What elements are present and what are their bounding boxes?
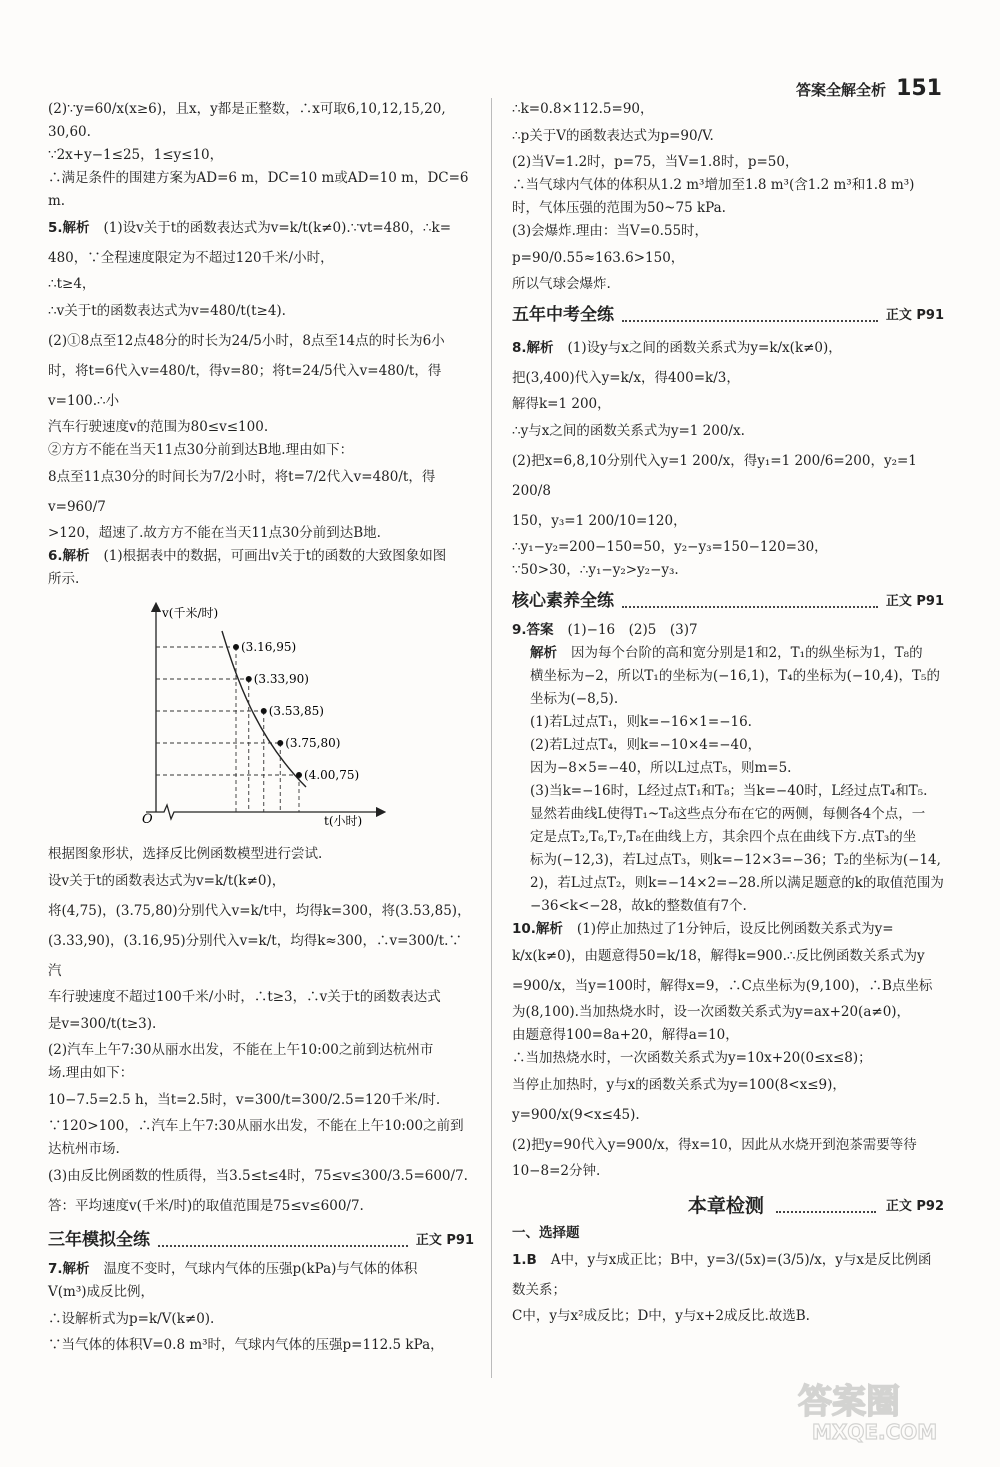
section-title: 五年中考全练 bbox=[512, 305, 614, 325]
question-6 bbox=[48, 545, 474, 1221]
section-ref: 正文 P91 bbox=[415, 1233, 474, 1248]
section-title: 三年模拟全练 bbox=[48, 1230, 150, 1250]
question-label: 6.解析 bbox=[48, 548, 90, 564]
y-axis-label: v(千米/时) bbox=[162, 606, 219, 620]
text-line: 30,60. bbox=[48, 124, 91, 140]
text-line: ∴当加热烧水时，一次函数关系式为y=10x+20(0≤x≤8)； bbox=[512, 1050, 872, 1066]
text-line: ∵50>30，∴y₁−y₂>y₂−y₃. bbox=[512, 562, 679, 578]
text-line: 横坐标为−2，所以T₁的坐标为(−16,1)，T₄的坐标为(−10,4)，T₅的 bbox=[530, 668, 940, 684]
text-line: ∴k=0.8×112.5=90， bbox=[512, 101, 654, 117]
section-header-core bbox=[512, 590, 944, 613]
text-line: p=90/0.55≈163.6>150， bbox=[512, 250, 685, 266]
text-line: V(m³)成反比例， bbox=[48, 1284, 154, 1300]
text-line: (3)由反比例函数的性质得，当3.5≤t≤4时，75≤v≤300/3.5=600/7. bbox=[48, 1168, 468, 1184]
data-point bbox=[261, 708, 267, 714]
text-line: (2)若L过点T₄，则k=−10×4=−40， bbox=[530, 737, 762, 753]
text-line: 根据图象形状，选择反比例函数模型进行尝试. bbox=[48, 846, 323, 862]
section-header-five-year bbox=[512, 304, 944, 327]
subsection-title: 一、选择题 bbox=[512, 1225, 580, 1241]
question-label: 1.B bbox=[512, 1252, 537, 1268]
analysis-label: 解析 bbox=[530, 645, 557, 661]
text-line: 是v=300/t(t≥3). bbox=[48, 1016, 157, 1032]
dot-leader bbox=[622, 596, 878, 608]
question-label: 7.解析 bbox=[48, 1261, 90, 1277]
question-label: 5.解析 bbox=[48, 220, 90, 236]
question-5 bbox=[48, 213, 474, 545]
text-line: 答：平均速度v(千米/时)的取值范围是75≤v≤600/7. bbox=[48, 1198, 364, 1214]
text-line: 把(3,400)代入y=k/x，得400=k/3， bbox=[512, 370, 740, 386]
data-point bbox=[233, 644, 239, 650]
text-line: 车行驶速度不超过100千米/小时，∴t≥3，∴v关于t的函数表达式 bbox=[48, 989, 441, 1005]
point-label: (3.53,85) bbox=[268, 704, 324, 718]
question-1 bbox=[512, 1245, 944, 1328]
text-line: 时，将t=6代入v=480/t，得v=80；将t=24/5代入v=480/t，得v=100.∴小 bbox=[48, 363, 442, 409]
text-line: ∴y₁−y₂=200−150=50，y₂−y₃=150−120=30， bbox=[512, 539, 828, 555]
dot-leader bbox=[158, 1235, 408, 1247]
text-line bbox=[512, 642, 944, 665]
text-line: 汽车行驶速度v的范围为80≤v≤100. bbox=[48, 419, 269, 435]
watermark-text: 答案圈 bbox=[798, 1382, 900, 1422]
data-point bbox=[296, 772, 302, 778]
text-line: 定是点T₂,T₆,T₇,T₈在曲线上方，其余四个点在曲线下方.点T₃的坐 bbox=[530, 829, 917, 845]
answer-label: 9.答案 bbox=[512, 622, 554, 638]
text-line bbox=[48, 1258, 474, 1281]
text-line: (1)若L过点T₁，则k=−16×1=−16. bbox=[530, 714, 752, 730]
text-line: >120，超速了.故方方不能在当天11点30分前到达B地. bbox=[48, 525, 381, 541]
text-line: 显然若曲线L使得T₁~T₈这些点分布在它的两侧，每侧各4个点，一 bbox=[530, 806, 926, 822]
text-line: ∵当气体的体积V=0.8 m³时，气球内气体的压强p=112.5 kPa， bbox=[48, 1337, 444, 1353]
point-label: (3.16,95) bbox=[241, 640, 297, 654]
text-line bbox=[512, 619, 944, 642]
text-line: (2)∵y=60/x(x≥6)，且x，y都是正整数，∴x可取6,10,12,15,20, bbox=[48, 101, 446, 117]
left-column bbox=[48, 98, 474, 1357]
question-label: 8.解析 bbox=[512, 340, 554, 356]
text-line: 将(4,75)，(3.75,80)分别代入v=k/t中，均得k=300，将(3.53,85)， bbox=[48, 903, 471, 919]
text-line: 10−7.5=2.5 h，当t=2.5时，v=300/t=300/2.5=120千米/时. bbox=[48, 1092, 441, 1108]
text-line: 480，∵全程速度限定为不超过120千米/小时， bbox=[48, 250, 334, 266]
text-line: C中，y与x²成反比；D中，y与x+2成反比.故选B. bbox=[512, 1308, 810, 1324]
question-9 bbox=[512, 619, 944, 918]
line-text: 温度不变时，气球内气体的压强p(kPa)与气体的体积 bbox=[103, 1261, 418, 1277]
text-line: k/x(k≠0)，由题意得50=k/18，解得k=900.∴反比例函数关系式为y bbox=[512, 948, 925, 964]
text-line bbox=[512, 918, 944, 941]
section-title: 核心素养全练 bbox=[512, 591, 614, 611]
block-q4-part2 bbox=[48, 98, 474, 213]
graph-points bbox=[156, 640, 359, 812]
text-line: 坐标为(−8,5). bbox=[530, 691, 619, 707]
text-line: ∴设解析式为p=k/V(k≠0). bbox=[48, 1311, 215, 1327]
page-number: 151 bbox=[896, 76, 942, 101]
text-line: ∴t≥4， bbox=[48, 276, 96, 292]
line-text: (1)设v关于t的函数表达式为v=k/t(k≠0).∵vt=480，∴k= bbox=[103, 220, 452, 236]
text-line: ②方方不能在当天11点30分前到达B地.理由如下： bbox=[48, 442, 354, 458]
question-7 bbox=[48, 1258, 474, 1357]
text-line: (2)把y=90代入y=900/x，得x=10，因此从水烧开到泡茶需要等待 bbox=[512, 1137, 917, 1153]
text-line: 标为(−12,3)，若L过点T₃，则k=−12×3=−36；T₂的坐标为(−14, bbox=[530, 852, 941, 868]
line-text: (1)停止加热过了1分钟后，设反比例函数关系式为y= bbox=[576, 921, 894, 937]
chapter-ref: 正文 P92 bbox=[885, 1199, 944, 1214]
text-line: ∴p关于V的函数表达式为p=90/V. bbox=[512, 128, 714, 144]
text-line: 场.理由如下： bbox=[48, 1065, 134, 1081]
chapter-header bbox=[512, 1195, 944, 1218]
origin-label: O bbox=[142, 812, 153, 827]
text-line: (2)当V=1.2时，p=75，当V=1.8时，p=50， bbox=[512, 154, 799, 170]
watermark-domain: MXQE.COM bbox=[812, 1420, 938, 1444]
text-line: 因为−8×5=−40，所以L过点T₅，则m=5. bbox=[530, 760, 792, 776]
text-line: ∴v关于t的函数表达式为v=480/t(t≥4). bbox=[48, 303, 286, 319]
question-label: 10.解析 bbox=[512, 921, 563, 937]
text-line: ∵120>100，∴汽车上午7:30从丽水出发，不能在上午10:00之前到 bbox=[48, 1118, 464, 1134]
text-line: ∵2x+y−1≤25，1≤y≤10， bbox=[48, 147, 224, 163]
section-header-three-year bbox=[48, 1229, 474, 1252]
text-line: 150，y₃=1 200/10=120， bbox=[512, 513, 687, 529]
line-text: (1)根据表中的数据，可画出v关于t的函数的大致图象如图 bbox=[103, 548, 447, 564]
line-text: 因为每个台阶的高和宽分别是1和2，T₁的纵坐标为1，T₈的 bbox=[571, 645, 923, 661]
column-divider bbox=[491, 98, 492, 1378]
question-7-continued bbox=[512, 98, 944, 296]
text-line: (3.33,90)，(3.16,95)分别代入v=k/t，均得k≈300，∴v=300/t.∵汽 bbox=[48, 933, 462, 979]
text-line bbox=[48, 545, 474, 568]
line-text: A中，y与x成正比；B中，y=3/(5x)=(3/5)/x，y与x是反比例函数关系； bbox=[512, 1252, 932, 1298]
section-ref: 正文 P91 bbox=[885, 308, 944, 323]
text-line: 由题意得100=8a+20，解得a=10， bbox=[512, 1027, 739, 1043]
data-point bbox=[246, 676, 252, 682]
line-text: (1)设y与x之间的函数关系式为y=k/x(k≠0)， bbox=[567, 340, 842, 356]
chapter-title: 本章检测 bbox=[687, 1195, 764, 1217]
text-line: 8点至11点30分的时间长为7/2小时，将t=7/2代入v=480/t，得v=960/7 bbox=[48, 469, 436, 515]
text-line: (2)汽车上午7:30从丽水出发，不能在上午10:00之前到达杭州市 bbox=[48, 1042, 434, 1058]
text-line: 10−8=2分钟. bbox=[512, 1163, 601, 1179]
text-line: 设v关于t的函数表达式为v=k/t(k≠0)， bbox=[48, 873, 286, 889]
text-line: ∴y与x之间的函数关系式为y=1 200/x. bbox=[512, 423, 745, 439]
text-line: =900/x，当y=100时，解得x=9，∴C点坐标为(9,100)，∴B点坐标 bbox=[512, 978, 933, 994]
text-line: 2)，若L过点T₂，则k=−14×2=−28.所以满足题意的k的取值范围为 bbox=[530, 875, 944, 891]
point-label: (3.75,80) bbox=[285, 736, 341, 750]
dot-leader bbox=[622, 310, 878, 322]
text-line bbox=[512, 333, 944, 363]
watermark-logo bbox=[792, 1375, 962, 1445]
section-ref: 正文 P91 bbox=[885, 594, 944, 609]
text-line: (2)把x=6,8,10分别代入y=1 200/x，得y₁=1 200/6=200，y₂=1 200/8 bbox=[512, 453, 917, 499]
text-line: ∴当气球内气体的体积从1.2 m³增加至1.8 m³(含1.2 m³和1.8 m³) bbox=[512, 177, 915, 193]
text-line bbox=[512, 1245, 944, 1305]
text-line: ∴满足条件的围建方案为AD=6 m，DC=10 m或AD=10 m，DC=6 m. bbox=[48, 170, 469, 209]
speed-time-graph bbox=[136, 597, 474, 835]
graph-svg bbox=[136, 597, 396, 827]
text-line: (2)①8点至12点48分的时长为24/5小时，8点至14点的时长为6小 bbox=[48, 333, 445, 349]
text-line: 所以气球会爆炸. bbox=[512, 276, 611, 292]
text-line: −36<k<−28，故k的整数值有7个. bbox=[530, 898, 747, 914]
text-line: 所示. bbox=[48, 571, 80, 587]
x-axis-label: t(小时) bbox=[324, 814, 363, 827]
text-line: 当停止加热时，y与x的函数关系式为y=100(8<x≤9)，y=900/x(9<x≤45). bbox=[512, 1077, 846, 1123]
question-8 bbox=[512, 333, 944, 582]
right-column bbox=[512, 98, 944, 1328]
point-label: (3.33,90) bbox=[253, 672, 309, 686]
data-point bbox=[277, 740, 283, 746]
text-line: 解得k=1 200， bbox=[512, 396, 611, 412]
dot-leader bbox=[776, 1201, 876, 1213]
point-label: (4.00,75) bbox=[304, 768, 360, 782]
text-line: 为(8,100).当加热烧水时，设一次函数关系式为y=ax+20(a≠0)， bbox=[512, 1004, 911, 1020]
header-section-title: 答案全解全析 bbox=[796, 81, 887, 99]
text-line: 时，气体压强的范围为50~75 kPa. bbox=[512, 200, 726, 216]
question-10 bbox=[512, 918, 944, 1183]
text-line: 达杭州市场. bbox=[48, 1141, 120, 1157]
text-line bbox=[48, 213, 474, 243]
text-line: (3)会爆炸.理由：当V=0.55时， bbox=[512, 223, 709, 239]
text-line: (3)当k=−16时，L经过点T₁和T₈；当k=−40时，L经过点T₄和T₅. bbox=[530, 783, 928, 799]
answer-text: (1)−16 (2)5 (3)7 bbox=[567, 622, 698, 638]
